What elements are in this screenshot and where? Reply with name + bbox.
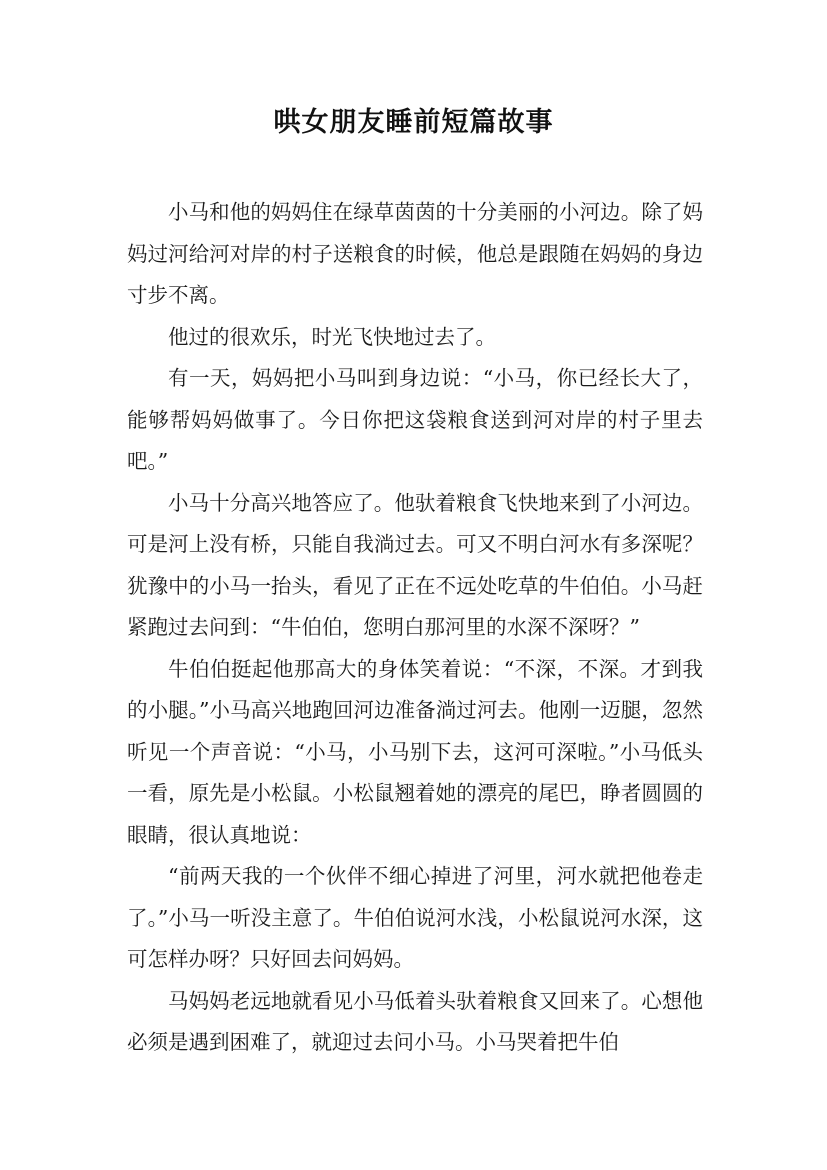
- document-title: 哄女朋友睡前短篇故事: [273, 107, 554, 138]
- paragraph: “前两天我的一个伙伴不细心掉进了河里，河水就把他卷走了。”小马一听没主意了。牛伯伯说河水浅，小松鼠说河水深，这可怎样办呀？只好回去问妈妈。: [127, 864, 703, 971]
- paragraph: 牛伯伯挺起他那高大的身体笑着说：“不深，不深。才到我的小腿。”小马高兴地跑回河边准备淌过河去。他刚一迈腿，忽然听见一个声音说：“小马，小马别下去，这河可深啦。”小马低头一看，原先是小松鼠。小松鼠翘着她的漂亮的尾巴，睁者圆圆的眼睛，很认真地说：: [127, 656, 703, 847]
- paragraph: 小马和他的妈妈住在绿草茵茵的十分美丽的小河边。除了妈妈过河给河对岸的村子送粮食的时候，他总是跟随在妈妈的身边寸步不离。: [127, 200, 703, 307]
- paragraph: 小马十分高兴地答应了。他驮着粮食飞快地来到了小河边。可是河上没有桥，只能自我淌过去。可又不明白河水有多深呢？犹豫中的小马一抬头，看见了正在不远处吃草的牛伯伯。小马赶紧跑过去问到：“牛伯伯，您明白那河里的水深不深呀？”: [127, 490, 703, 639]
- document-body: [127, 192, 703, 1064]
- paragraph: 马妈妈老远地就看见小马低着头驮着粮食又回来了。心想他必须是遇到困难了，就迎过去问小马。小马哭着把牛伯: [127, 988, 703, 1054]
- paragraph: 他过的很欢乐，时光飞快地过去了。: [168, 324, 496, 349]
- paragraph: 有一天，妈妈把小马叫到身边说：“小马，你已经长大了，能够帮妈妈做事了。今日你把这袋粮食送到河对岸的村子里去吧。”: [127, 366, 703, 473]
